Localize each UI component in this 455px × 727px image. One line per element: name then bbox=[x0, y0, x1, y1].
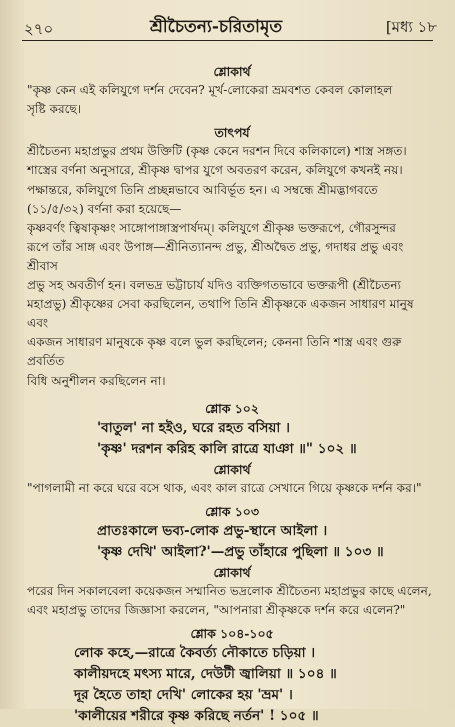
running-title: শ্রীচৈতন্য-চরিতামৃত bbox=[150, 17, 283, 37]
verse-102-line: 'বাতুল' না হইও, ঘরে রহত বসিয়া । bbox=[97, 419, 290, 436]
purport-heading: তাৎপর্য bbox=[214, 125, 250, 141]
purport-line: শাস্ত্রের বর্ণনা অনুসারে, শ্রীকৃষ্ণ দ্বাপর যুগে অবতরণ করেন, কলিযুগে কখনই নয়। bbox=[27, 163, 403, 178]
header-rule bbox=[22, 40, 433, 41]
verse-102-translation-heading: শ্লোকার্থ bbox=[213, 461, 251, 477]
purport-line: মহাপ্রভু) শ্রীকৃষ্ণের সেবা করছিলেন, তথাপি তিনি শ্রীকৃষ্ণকে একজন সাধারণ মানুষ এবং bbox=[27, 297, 414, 331]
purport-line: কৃষ্ণবর্ণং ত্বিষাকৃষ্ণং সাঙ্গোপাঙ্গাস্ত্রপার্ষদম্। কলিযুগে শ্রীকৃষ্ণ ভক্তরূপে, গৌরসুন্দর bbox=[27, 220, 396, 235]
verse-103-line: 'কৃষ্ণ দেখি' আইলা?'—প্রভু তাঁহারে পুছিলা ॥ ১০৩ ॥ bbox=[97, 543, 384, 560]
verse-104-line: কালীয়দহে মৎস্য মারে, দেউটী জ্বালিয়া ॥ ১০৪ ॥ bbox=[74, 666, 337, 683]
verse-103-heading: শ্লোক ১০৩ bbox=[205, 503, 259, 519]
verse-103-translation: এবং মহাপ্রভু তাদের জিজ্ঞাসা করলেন, "আপনারা শ্রীকৃষ্ণকে দর্শন করে এলেন?" bbox=[27, 603, 406, 618]
verse-103-translation: পরের দিন সকালবেলা কয়েকজন সম্মানিত ভদ্রলোক শ্রীচৈতন্য মহাপ্রভুর কাছে এলেন, bbox=[27, 584, 432, 599]
purport-line: শ্রীচৈতন্য মহাপ্রভুর প্রথম উক্তিটি (কৃষ্ণ কেনে দরশন দিবে কলিকালে) শাস্ত্র সঙ্গত। bbox=[27, 144, 407, 159]
verse-103-line: প্রাতঃকালে ভব্য-লোক প্রভু-স্থানে আইলা । bbox=[97, 522, 328, 539]
translation-line: "কৃষ্ণ কেন এই কলিযুগে দর্শন দেবেন? মূর্খ-লোকেরা ভ্রমবশত কেবল কোলাহল bbox=[27, 83, 393, 98]
purport-line: রূপে তাঁর সাঙ্গ এবং উপাঙ্গ—শ্রীনিত্যানন্দ প্রভু, শ্রীঅদ্বৈত প্রভু, গদাধর প্রভু এবং শ্রীবাস bbox=[27, 239, 404, 273]
page-number: ২৭০ bbox=[24, 20, 54, 38]
verse-102-heading: শ্লোক ১০২ bbox=[205, 400, 259, 416]
chapter-label: [মধ্য ১৮ bbox=[385, 18, 437, 36]
purport-line: একজন সাধারণ মানুষকে কৃষ্ণ বলে ভুল করছিলেন; কেননা তিনি শাস্ত্র এবং গুরু প্রবর্তিত bbox=[27, 335, 402, 369]
verse-104-105-heading: শ্লোক ১০৪-১০৫ bbox=[190, 626, 274, 642]
purport-line: (১১/৫/৩২) বর্ণনা করা হয়েছে— bbox=[27, 201, 182, 216]
verse-105-line: 'কালীয়ের শরীরে কৃষ্ণ করিছে নর্তন' ! ১০৫ ॥ bbox=[74, 708, 319, 725]
translation-line: সৃষ্টি করছে। bbox=[27, 102, 82, 117]
page-header bbox=[0, 0, 455, 40]
purport-line: পক্ষান্তরে, কলিযুগে তিনি প্রচ্ছন্নভাবে আবির্ভূত হন। এ সম্বন্ধে শ্রীমদ্ভাগবতে bbox=[27, 182, 378, 197]
translation-heading: শ্লোকার্থ bbox=[213, 64, 251, 79]
verse-102-line: 'কৃষ্ণ' দরশন করিহ কালি রাত্রে যাঞা ॥" ১০২ ॥ bbox=[97, 440, 357, 457]
purport-line: প্রভু সহ অবতীর্ণ হন। বলভদ্র ভট্টাচার্য যদিও ব্যক্তিগতভাবে ভক্তরূপী (শ্রীচৈতন্য bbox=[27, 278, 402, 293]
purport-line: বিধি অনুশীলন করছিলেন না। bbox=[27, 373, 166, 388]
page-body bbox=[27, 62, 437, 727]
verse-105-line: দূর হৈতে তাহা দেখি' লোকের হয় 'ভ্রম' । bbox=[74, 687, 293, 704]
verse-103-translation-heading: শ্লোকার্থ bbox=[213, 564, 251, 580]
verse-104-line: লোক কহে,—রাত্রে কৈবর্ত্য নৌকাতে চড়িয়া । bbox=[74, 645, 316, 662]
verse-102-translation: "পাগলামী না করে ঘরে বসে থাক, এবং কাল রাত্রে সেখানে গিয়ে কৃষ্ণকে দর্শন কর।" bbox=[27, 480, 422, 495]
